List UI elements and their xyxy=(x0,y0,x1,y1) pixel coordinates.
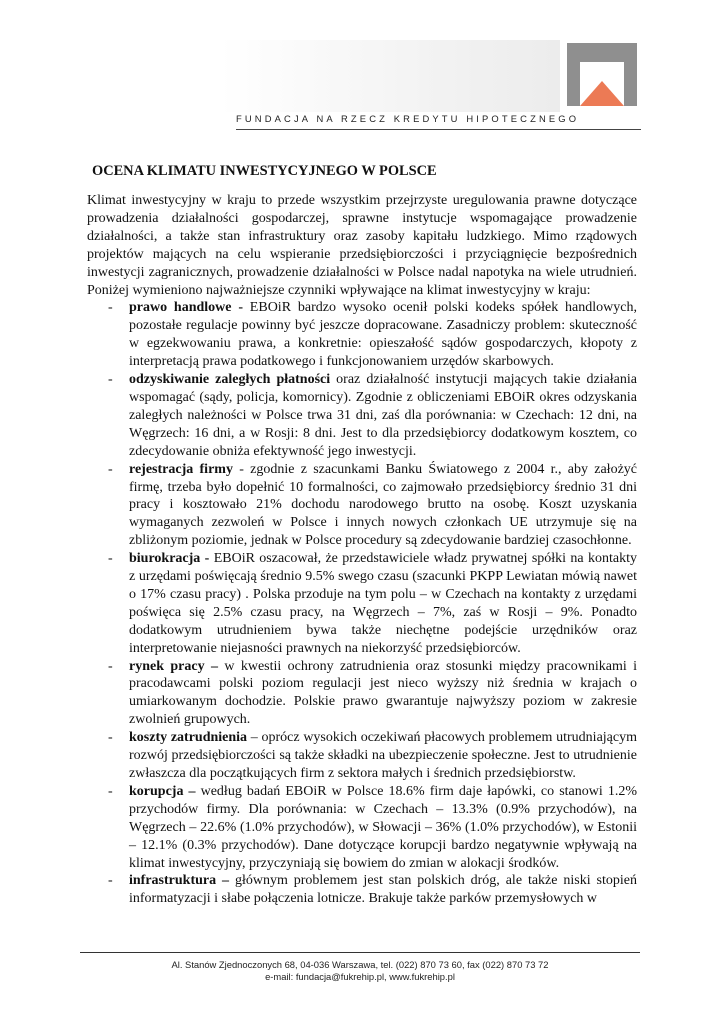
organization-name: FUNDACJA NA RZECZ KREDYTU HIPOTECZNEGO xyxy=(236,113,580,124)
list-item: - infrastruktura – głównym problemem jest stan polskich dróg, ale także niski stopień informatyzacji i słabe połączenia lotnicze. Brakuje także parków przemysłowych w xyxy=(108,873,637,907)
factor-text: EBOiR bardzo wysoko ocenił polski kodeks spółek handlowych, pozostałe regulacje powinny być jeszcze dopracowane. Zasadniczy problem: skuteczność w egzekwowaniu prawa, a konkretnie: opieszałość sądów gospodarczych, kłopoty z interpretacją prawa podatkowego i funkcjonowaniem urzędów skarbowych. xyxy=(129,300,637,370)
list-item: - rynek pracy – w kwestii ochrony zatrudnienia oraz stosunki między pracownikami i pracodawcami polski poziom regulacji jest nieco wyższy niż średnia w krajach o umiarkowanym dochodzie. Polskie prawo gwarantuje najwyższy poziom w zakresie zwolnień grupowych. xyxy=(108,658,637,728)
list-item: - biurokracja - EBOiR oszacował, że przedstawiciele władz prywatnej spółki na kontakty z urzędami poświęcają średnio 9.5% swego czasu (szacunki PKPP Lewiatan mówią nawet o 17% czasu pracy) . Polska przoduje na tym polu – w Czechach na kontakty z urzędami poświęca się 2.5% czasu pracy, na Węgrzech – 7%, zaś w Rosji – 9%. Ponadto dodatkowym utrudnieniem bywa także niechętne podejście urzędników oraz interpretowanie niejasności prawnych na niekorzyść przedsiębiorców. xyxy=(108,551,637,656)
factor-text: głównym problemem jest stan polskich dróg, ale także niski stopień informatyzacji i słabe połączenia lotnicze. Brakuje także parków przemysłowych w xyxy=(129,873,637,907)
list-item: - koszty zatrudnienia – oprócz wysokich oczekiwań płacowych problemem utrudniającym rozwój przedsiębiorczości są także składki na ubezpieczenie społeczne. Jest to utrudnienie zwłaszcza dla początkujących firm z sektora małych i średnich przedsiębiorstw. xyxy=(108,730,637,781)
factor-term: biurokracja - xyxy=(129,551,210,567)
list-item: - korupcja – według badań EBOiR w Polsce 18.6% firm daje łapówki, co stanowi 1.2% przychodów firmy. Dla porównania: w Czechach – 13.3% (0.9% przychodów), na Węgrzech – 22.6% (1.0% przychodów), w Słowacji – 36% (1.0% przychodów), w Estonii – 12.1% (0.3% przychodów). Dane dotyczące korupcji bardzo negatywnie wpływają na klimat inwestycyjny, przyczyniają się bowiem do zmian w alokacji środków. xyxy=(108,783,637,871)
factor-term: korupcja – xyxy=(129,783,196,799)
factor-text: EBOiR oszacował, że przedstawiciele władz prywatnej spółki na kontakty z urzędami poświęcają średnio 9.5% swego czasu (szacunki PKPP Lewiatan mówią nawet o 17% czasu pracy) . Polska przoduje na tym polu – w Czechach na kontakty z urzędami poświęca się 2.5% czasu pracy, na Węgrzech – 7%, zaś w Rosji – 9%. Ponadto dodatkowym utrudnieniem bywa także niechętne podejście urzędników oraz interpretowanie niejasności prawnych na niekorzyść przedsiębiorców. xyxy=(129,551,637,656)
factor-term: rynek pracy – xyxy=(129,658,218,674)
factor-text: – oprócz wysokich oczekiwań płacowych problemem utrudniającym rozwój przedsiębiorczości są także składki na ubezpieczenie społeczne. Jest to utrudnienie zwłaszcza dla początkujących firm z sektora małych i średnich przedsiębiorstw. xyxy=(129,730,637,781)
factor-term: prawo handlowe - xyxy=(129,300,243,316)
factor-text: - zgodnie z szacunkami Banku Światowego z 2004 r., aby założyć firmę, trzeba było dopełnić 10 formalności, co zajmowało przedsiębiorcy średnio 31 dni pracy i kosztowało 21% dochodu narodowego brutto na osobę. Koszt uzyskania wymaganych zezwoleń w Polsce i innych nowych członkach UE utrzymuje się na zbliżonym poziomie, jednak w Polsce procedury są zdecydowanie bardziej czasochłonne. xyxy=(129,461,637,549)
factor-term: infrastruktura – xyxy=(129,873,230,889)
factor-text: oraz działalność instytucji mających takie działania wspomagać (sądy, policja, komornicy). Zgodnie z obliczeniami EBOiR okres odzyskania zaległych należności w Polsce trwa 31 dni, zaś dla porównania: w Czechach: 12 dni, na Węgrzech: 16 dni, a w Rosji: 8 dni. Jest to dla przedsiębiorcy dodatkowym kosztem, co zdecydowanie obniża efektywność jego inwestycji. xyxy=(129,372,637,459)
list-item: - prawo handlowe - EBOiR bardzo wysoko ocenił polski kodeks spółek handlowych, pozostałe regulacje powinny być jeszcze dopracowane. Zasadniczy problem: skuteczność w egzekwowaniu prawa, a konkretnie: opieszałość sądów gospodarczych, kłopoty z interpretacją prawa podatkowego i funkcjonowaniem urzędów skarbowych. xyxy=(108,300,637,370)
factor-term: koszty zatrudnienia xyxy=(129,730,248,746)
document-body xyxy=(87,192,637,908)
footer-divider xyxy=(80,952,640,953)
factor-term: rejestracja firmy xyxy=(129,461,233,477)
intro-paragraph: Klimat inwestycyjny w kraju to przede wszystkim przejrzyste uregulowania prawne dotyczące prowadzenia działalności gospodarczej, sprawne instytucje wspomagające prowadzenie działalności, a także stan infrastruktury oraz zasoby kapitału ludzkiego. Mimo rządowych projektów mających na celu wspieranie przedsiębiorczości i przyciągnięcie bezpośrednich inwestycji zagranicznych, prowadzenie działalności w Polsce nadal napotyka na wiele utrudnień. Poniżej wymieniono najważniejsze czynniki wpływające na klimat inwestycyjny w kraju: xyxy=(87,193,637,298)
factor-list xyxy=(87,299,637,908)
header-background xyxy=(220,40,560,112)
list-item: - odzyskiwanie zaległych płatności oraz działalność instytucji mających takie działania wspomagać (sądy, policja, komornicy). Zgodnie z obliczeniami EBOiR okres odzyskania zaległych należności w Polsce trwa 31 dni, zaś dla porównania: w Czechach: 12 dni, na Węgrzech: 16 dni, a w Rosji: 8 dni. Jest to dla przedsiębiorcy dodatkowym kosztem, co zdecydowanie obniża efektywność jego inwestycji. xyxy=(108,372,637,459)
footer-contact: e-mail: fundacja@fukrehip.pl, www.fukrehip.pl xyxy=(265,970,455,982)
document-title: OCENA KLIMATU INWESTYCYJNEGO W POLSCE xyxy=(92,163,437,179)
foundation-logo xyxy=(567,43,637,106)
page-footer xyxy=(80,959,640,982)
factor-text: w kwestii ochrony zatrudnienia oraz stosunki między pracownikami i pracodawcami polski poziom regulacji jest nieco wyższy niż średnia w krajach o umiarkowanym dochodzie. Polskie prawo gwarantuje najwyższy poziom w zakresie zwolnień grupowych. xyxy=(129,658,637,728)
list-item: - rejestracja firmy - zgodnie z szacunkami Banku Światowego z 2004 r., aby założyć firmę, trzeba było dopełnić 10 formalności, co zajmowało przedsiębiorcy średnio 31 dni pracy i kosztowało 21% dochodu narodowego brutto na osobę. Koszt uzyskania wymaganych zezwoleń w Polsce i innych nowych członkach UE utrzymuje się na zbliżonym poziomie, jednak w Polsce procedury są zdecydowanie bardziej czasochłonne. xyxy=(108,461,637,549)
footer-address: Al. Stanów Zjednoczonych 68, 04-036 Warszawa, tel. (022) 870 73 60, fax (022) 870 73 72 xyxy=(171,959,549,970)
factor-text: według badań EBOiR w Polsce 18.6% firm daje łapówki, co stanowi 1.2% przychodów firmy. Dla porównania: w Czechach – 13.3% (0.9% przychodów), na Węgrzech – 22.6% (1.0% przychodów), w Słowacji – 36% (1.0% przychodów), w Estonii – 12.1% (0.3% przychodów). Dane dotyczące korupcji bardzo negatywnie wpływają na klimat inwestycyjny, przyczyniają się bowiem do zmian w alokacji środków. xyxy=(129,783,637,871)
header-divider xyxy=(236,129,641,130)
factor-term: odzyskiwanie zaległych płatności xyxy=(129,372,331,388)
